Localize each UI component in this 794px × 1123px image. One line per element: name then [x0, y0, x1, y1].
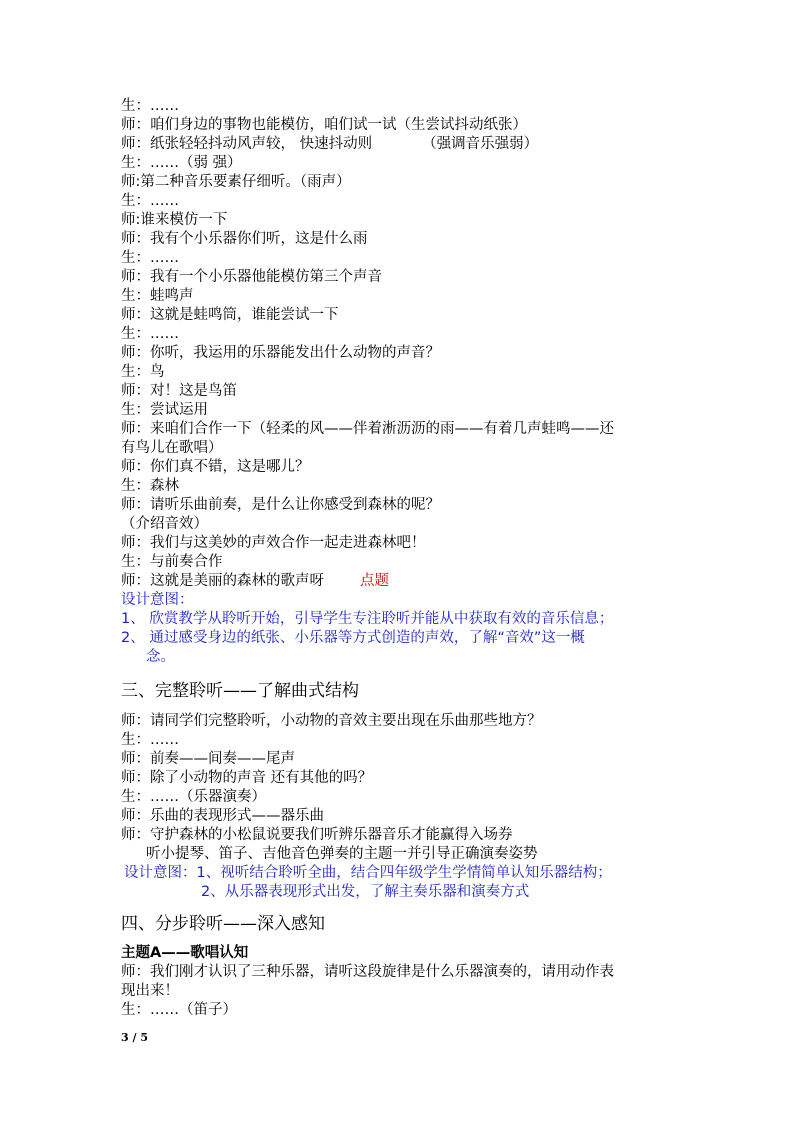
dialogue-line: 师：来咱们合作一下（轻柔的风——伴着淅沥沥的雨——有着几声蛙鸣——还	[121, 421, 614, 437]
dialogue-line: 师：对！这是鸟笛	[121, 383, 237, 399]
subsection-heading: 主题A——歌唱认知	[121, 945, 249, 961]
dialogue-line: 师：你们真不错，这是哪儿？	[121, 459, 310, 475]
dialogue-line: 师：请听乐曲前奏，是什么让你感受到森林的呢？	[121, 497, 440, 513]
design-intent-item: 设计意图：1、视听结合聆听全曲，结合四年级学生学情简单认知乐器结构；	[124, 865, 612, 881]
dialogue-line: （介绍音效）	[121, 516, 208, 532]
dialogue-text: 师：这就是美丽的森林的歌声呀	[121, 573, 324, 589]
dialogue-line: 师：你听，我运用的乐器能发出什么动物的声音？	[121, 345, 440, 361]
design-intent-item: 1、 欣赏教学从聆听开始，引导学生专注聆听并能从中获取有效的音乐信息；	[121, 611, 614, 627]
dialogue-line: 师：我们刚才认识了三种乐器，请听这段旋律是什么乐器演奏的，请用动作表	[121, 964, 614, 980]
dialogue-line: 师：咱们身边的事物也能模仿，咱们试一试（生尝试抖动纸张）	[121, 117, 527, 133]
dialogue-line: 生：……	[121, 98, 179, 114]
dialogue-line: 师：守护森林的小松鼠说要我们听辨乐器音乐才能赢得入场券	[121, 827, 513, 843]
dialogue-line: 师：乐曲的表现形式——器乐曲	[121, 808, 324, 824]
dialogue-line: 生：鸟	[121, 364, 165, 380]
dialogue-line: 师：我有个小乐器你们听，这是什么雨	[121, 231, 368, 247]
dialogue-line: 生：……（笛子）	[121, 1002, 237, 1018]
dialogue-line: 生：森林	[121, 478, 179, 494]
dialogue-line: 生：尝试运用	[121, 402, 208, 418]
dialogue-line: 生：……	[121, 193, 179, 209]
dialogue-line: 师：除了小动物的声音 还有其他的吗？	[121, 770, 373, 786]
dialogue-line: 生：与前奏合作	[121, 554, 223, 570]
dialogue-line	[121, 572, 389, 591]
dialogue-line: 生：……	[121, 326, 179, 342]
dialogue-line: 生：……（弱 强）	[121, 155, 242, 171]
dialogue-line: 师：我有一个小乐器他能模仿第三个声音	[121, 269, 382, 285]
dialogue-line: 现出来！	[121, 983, 179, 999]
design-intent-item: 念。	[146, 649, 175, 665]
dialogue-line: 师：前奏——间奏——尾声	[121, 751, 295, 767]
dialogue-line: 生：……	[121, 250, 179, 266]
dialogue-line	[121, 135, 538, 154]
dialogue-line: 师:谁来模仿一下	[121, 212, 228, 228]
dialogue-line: 师:第二种音乐要素仔细听。（雨声）	[121, 174, 351, 190]
page-number: 3 / 5	[121, 1031, 148, 1044]
annotation-text: （强调音乐强弱）	[422, 136, 539, 152]
dialogue-text: 师：纸张轻轻抖动风声较， 快速抖动则	[121, 136, 373, 152]
dialogue-line: 师：这就是蛙鸣筒，谁能尝试一下	[121, 307, 339, 323]
section-heading: 四、分步聆听——深入感知	[121, 914, 325, 934]
dialogue-line: 师：我们与这美妙的声效合作一起走进森林吧！	[121, 535, 426, 551]
dialogue-line: 生：蛙鸣声	[121, 288, 194, 304]
dialogue-line: 生：……	[121, 732, 179, 748]
dialogue-line: 师：请同学们完整聆听，小动物的音效主要出现在乐曲那些地方？	[121, 713, 542, 729]
design-intent-item: 2、 通过感受身边的纸张、小乐器等方式创造的声效，了解“音效”这一概	[121, 630, 585, 646]
key-point-note: 点题	[360, 573, 389, 589]
dialogue-line: 生：……（乐器演奏）	[121, 789, 266, 805]
dialogue-line: 听小提琴、笛子、吉他音色弹奏的主题一并引导正确演奏姿势	[146, 846, 538, 862]
dialogue-line: 有鸟儿在歌唱）	[121, 440, 223, 456]
design-intent-item: 2、从乐器表现形式出发，了解主奏乐器和演奏方式	[201, 884, 530, 900]
section-heading: 三、完整聆听——了解曲式结构	[121, 681, 359, 701]
design-intent-title: 设计意图：	[121, 592, 194, 608]
